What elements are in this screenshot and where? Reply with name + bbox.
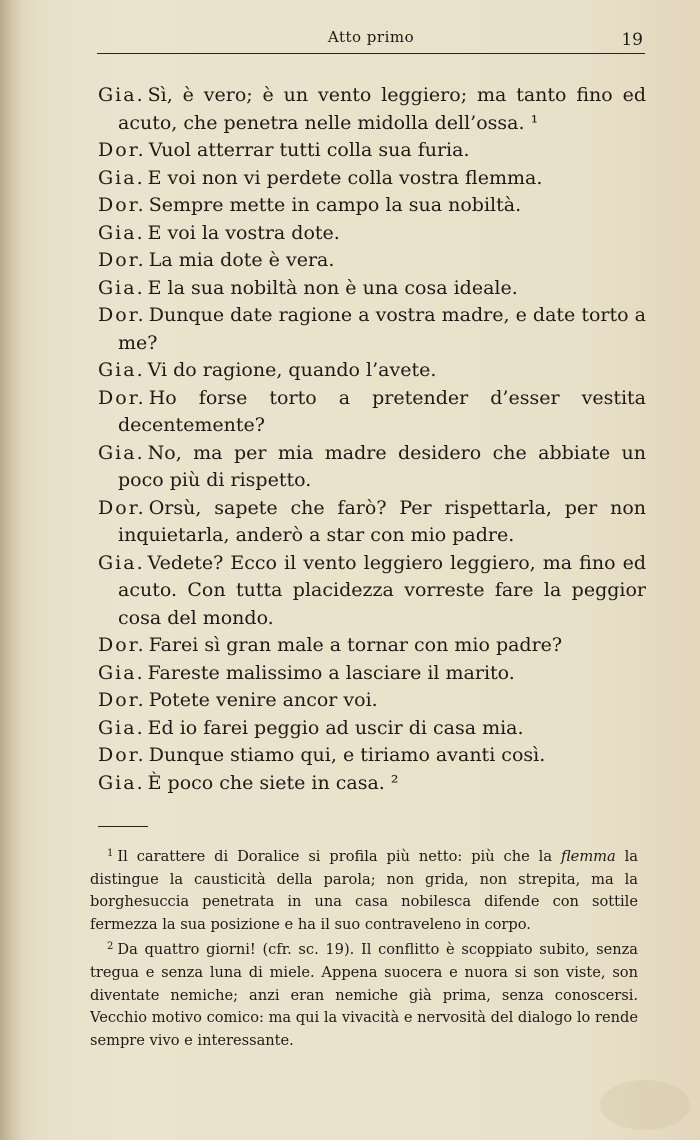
- speaker-label: Dor.: [98, 744, 146, 766]
- speaker-label: Gia.: [98, 221, 145, 244]
- dialogue-line: [98, 220, 646, 248]
- line-text: Fareste malissimo a lasciare il marito.: [147, 661, 515, 684]
- line-text: E voi la vostra dote.: [147, 221, 340, 244]
- book-spine-shadow: [0, 0, 22, 1140]
- footnote-mark: 1: [107, 848, 114, 859]
- dialogue-line: [98, 770, 646, 798]
- line-text: Ed io farei peggio ad uscir di casa mia.: [147, 716, 524, 739]
- running-title: Atto primo: [327, 28, 415, 46]
- speaker-label: Gia.: [98, 441, 145, 464]
- dialogue-line: [98, 275, 646, 303]
- speaker-label: Gia.: [98, 166, 145, 189]
- line-text: Dunque date ragione a vostra madre, e date torto a me?: [118, 304, 646, 354]
- line-text: La mia dote è vera.: [148, 249, 335, 271]
- footnote-text: Il carattere di Doralice si profila più netto: più che la: [117, 848, 561, 865]
- line-text: No, ma per mia madre desidero che abbiate un poco più di rispetto.: [118, 441, 646, 491]
- dialogue-line: [98, 192, 646, 220]
- footnote-text: Da quattro giorni! (cfr. sc. 19). Il conflitto è scoppiato subito, senza tregua e senza luna di miele. Appena suocera e nuora si son viste, son diventate nemiche; anzi eran nemiche già prima, senza conoscersi. Vecchio motivo comico: ma qui la vivacità e nervosità del dialogo lo rende sempre vivo e interessante.: [90, 941, 638, 1049]
- dialogue-line: [98, 82, 646, 137]
- footnote-text: la distingue la causticità della parola; non grida, non strepita, ma la borghesuccia penetrata in una casa nobilesca difende con sottile fermezza la sua posizione e ha il suo contraveleno in corpo.: [90, 848, 638, 933]
- speaker-label: Gia.: [98, 716, 145, 739]
- line-text: Ho forse torto a pretender d’esser vestita decentemente?: [118, 386, 646, 436]
- footnote-rule: [98, 826, 148, 827]
- line-text: E la sua nobiltà non è una cosa ideale.: [147, 276, 518, 299]
- speaker-label: Dor.: [98, 496, 146, 519]
- line-text: Dunque stiamo qui, e tiriamo avanti così.: [148, 744, 546, 766]
- header-rule: [97, 53, 645, 54]
- footnote-1: [90, 843, 638, 936]
- speaker-label: Gia.: [98, 276, 145, 299]
- page-number: 19: [621, 30, 643, 50]
- speaker-label: Gia.: [98, 84, 145, 106]
- line-text: Vi do ragione, quando l’avete.: [147, 359, 437, 381]
- line-text: Vuol atterrar tutti colla sua furia.: [148, 139, 470, 161]
- dialogue-line: [98, 165, 646, 193]
- speaker-label: Dor.: [98, 139, 146, 161]
- speaker-label: Dor.: [98, 249, 146, 271]
- line-text: Potete venire ancor voi.: [148, 689, 378, 711]
- speaker-label: Dor.: [98, 689, 146, 711]
- dialogue-line: [98, 137, 646, 165]
- footnotes: [90, 843, 638, 1052]
- line-text: È poco che siete in casa. ²: [147, 771, 399, 794]
- speaker-label: Dor.: [98, 194, 146, 216]
- speaker-label: Gia.: [98, 771, 145, 794]
- line-text: E voi non vi perdete colla vostra flemma.: [147, 166, 543, 189]
- speaker-label: Gia.: [98, 551, 145, 574]
- line-text: Sempre mette in campo la sua nobiltà.: [148, 194, 522, 216]
- dialogue-text: [98, 82, 646, 797]
- dialogue-line: [98, 742, 646, 770]
- dialogue-line: [98, 550, 646, 633]
- dialogue-line: [98, 660, 646, 688]
- page-header: [97, 24, 645, 54]
- footnote-emphasis: flemma: [560, 848, 616, 865]
- dialogue-line: [98, 632, 646, 660]
- speaker-label: Dor.: [98, 634, 146, 656]
- paper-stain: [600, 1080, 690, 1130]
- line-text: Sì, è vero; è un vento leggiero; ma tanto fino ed acuto, che penetra nelle midolla dell’ossa. ¹: [118, 84, 646, 134]
- dialogue-line: [98, 715, 646, 743]
- dialogue-line: [98, 687, 646, 715]
- speaker-label: Dor.: [98, 386, 146, 409]
- speaker-label: Dor.: [98, 304, 146, 326]
- dialogue-line: [98, 385, 646, 440]
- line-text: Vedete? Ecco il vento leggiero leggiero, ma fino ed acuto. Con tutta placidezza vorreste fare la peggior cosa del mondo.: [118, 551, 646, 629]
- dialogue-line: [98, 495, 646, 550]
- footnote-2: [90, 936, 638, 1052]
- line-text: Orsù, sapete che farò? Per rispettarla, per non inquietarla, anderò a star con mio padre.: [118, 496, 646, 546]
- footnote-mark: 2: [107, 941, 114, 953]
- dialogue-line: [98, 247, 646, 275]
- dialogue-line: [98, 357, 646, 385]
- speaker-label: Gia.: [98, 359, 145, 381]
- dialogue-line: [98, 440, 646, 495]
- line-text: Farei sì gran male a tornar con mio padre?: [148, 634, 563, 656]
- dialogue-line: [98, 302, 646, 357]
- speaker-label: Gia.: [98, 661, 145, 684]
